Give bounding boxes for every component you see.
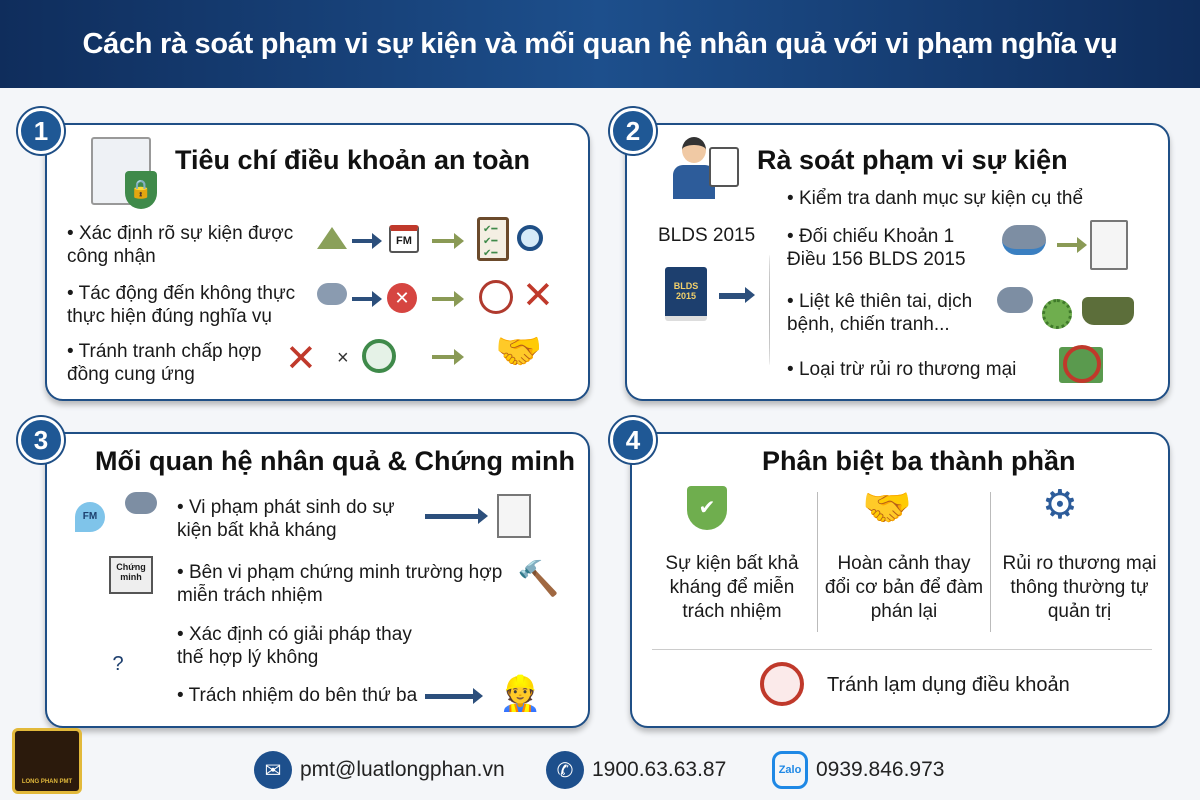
- gavel-shield-icon: 🔨: [517, 560, 560, 598]
- email-contact[interactable]: [254, 751, 505, 789]
- step-number: 3: [18, 417, 64, 463]
- panel-title: Phân biệt ba thành phần: [762, 446, 1076, 476]
- step-number: 2: [610, 108, 656, 154]
- arrow-icon: [1057, 243, 1079, 247]
- page-title: Cách rà soát phạm vi sự kiện và mối quan hệ nhân quả với vi phạm nghĩa vụ: [82, 27, 1118, 60]
- checklist-icon: ✔━ ✔━ ✔━: [477, 217, 509, 261]
- panel-title: Rà soát phạm vi sự kiện: [757, 145, 1068, 175]
- header: [0, 0, 1200, 88]
- bullet: • Tác động đến không thực thực hiện đúng nghĩa vụ: [67, 282, 317, 328]
- no-money-icon: [1059, 347, 1103, 383]
- zalo-contact[interactable]: [772, 751, 944, 789]
- arrow-icon: [719, 293, 747, 299]
- prohibited-icon: [479, 280, 513, 314]
- bullet: • Đối chiếu Khoản 1 Điều 156 BLDS 2015: [787, 225, 997, 271]
- bullet: • Kiểm tra danh mục sự kiện cụ thể: [787, 187, 1127, 210]
- no-gavel-icon: [760, 662, 804, 706]
- column-hardship: Hoàn cảnh thay đổi cơ bản để đàm phán lại: [824, 553, 984, 622]
- gears-icon: ⚙: [1042, 483, 1078, 527]
- panel-title: Mối quan hệ nhân quả & Chứng minh: [95, 446, 576, 476]
- phone-text[interactable]: 1900.63.63.87: [592, 758, 727, 781]
- person-proof-icon: Chứng minh: [109, 556, 153, 594]
- document-shield-icon: 🔒: [91, 137, 151, 205]
- phone-icon: ✆: [546, 751, 584, 789]
- storm-icon: [125, 492, 157, 514]
- panel-safe-clause: [45, 123, 590, 401]
- document-icon: [1090, 220, 1128, 270]
- blds-label: BLDS 2015: [658, 225, 756, 246]
- column-commercial-risk: Rủi ro thương mại thông thường tự quản trị: [1002, 553, 1157, 622]
- arrow-icon: [425, 514, 480, 519]
- network-question-icon: ?: [112, 653, 124, 675]
- bullet: • Bên vi phạm chứng minh trường hợp miễn trách nhiệm: [177, 561, 517, 607]
- bullet: • Loại trừ rủi ro thương mại: [787, 358, 1067, 381]
- email-text[interactable]: pmt@luatlongphan.vn: [300, 758, 505, 781]
- zalo-icon: Zalo: [772, 751, 808, 789]
- panel-event-scope: [625, 123, 1170, 401]
- step-number: 4: [610, 417, 656, 463]
- bullet: • Xác định có giải pháp thay thế hợp lý không: [177, 623, 437, 669]
- storm-icon: [317, 283, 347, 305]
- tank-icon: [1082, 297, 1134, 325]
- clipboard-search-icon: [709, 147, 739, 187]
- divider: [817, 492, 818, 632]
- recycle-icon: [362, 339, 396, 373]
- negotiation-icon: 🤝: [862, 486, 912, 530]
- arrow-icon: [352, 297, 374, 301]
- zalo-text[interactable]: 0939.846.973: [816, 758, 945, 781]
- broken-handshake-icon: ✕: [285, 338, 317, 380]
- arrow-icon: [425, 694, 475, 699]
- rain-storm-icon: [997, 287, 1033, 313]
- panel-three-components: [630, 432, 1170, 728]
- shield-gavel-icon: ✔: [687, 486, 727, 530]
- bracket-line: [769, 255, 770, 365]
- bullet: • Xác định rõ sự kiện được công nhận: [67, 222, 312, 268]
- bullet: • Liệt kê thiên tai, dịch bệnh, chiến tranh...: [787, 290, 997, 336]
- bullet: • Tránh tranh chấp hợp đồng cung ứng: [67, 340, 287, 386]
- divider: [990, 492, 991, 632]
- step-number: 1: [18, 108, 64, 154]
- arrow-icon: [432, 297, 456, 301]
- bullet: • Vi phạm phát sinh do sự kiện bất khả kháng: [177, 496, 417, 542]
- magnifier-icon: [517, 225, 543, 251]
- panel-title: Tiêu chí điều khoản an toàn: [175, 145, 531, 175]
- cross-icon: ✕: [522, 275, 554, 317]
- phone-contact[interactable]: [546, 751, 726, 789]
- divider: [652, 649, 1152, 650]
- bottom-note: Tránh lạm dụng điều khoản: [827, 674, 1070, 696]
- company-logo: [12, 728, 82, 794]
- email-icon: ✉: [254, 751, 292, 789]
- virus-icon: [1042, 299, 1072, 329]
- arrow-icon: [352, 239, 374, 243]
- fm-drop-icon: FM: [75, 502, 105, 532]
- flood-storm-icon: [1002, 225, 1046, 255]
- arrow-icon: [432, 355, 456, 359]
- arrow-icon: [432, 239, 456, 243]
- document-warning-icon: [497, 494, 531, 538]
- bullet: • Trách nhiệm do bên thứ ba: [177, 684, 437, 707]
- mountain-icon: [317, 227, 347, 249]
- panel-causation-proof: [45, 432, 590, 728]
- calendar-fm-icon: FM: [389, 225, 419, 253]
- law-book-icon: BLDS 2015: [665, 267, 707, 321]
- times-symbol: ×: [337, 347, 349, 369]
- worker-icon: 👷: [499, 675, 542, 713]
- column-force-majeure: Sự kiện bất khả kháng để miễn trách nhiệm: [665, 553, 799, 622]
- x-circle-icon: ✕: [387, 283, 417, 313]
- logo-text: LONG PHAN PMT: [21, 779, 73, 785]
- handshake-icon: 🤝: [495, 331, 543, 373]
